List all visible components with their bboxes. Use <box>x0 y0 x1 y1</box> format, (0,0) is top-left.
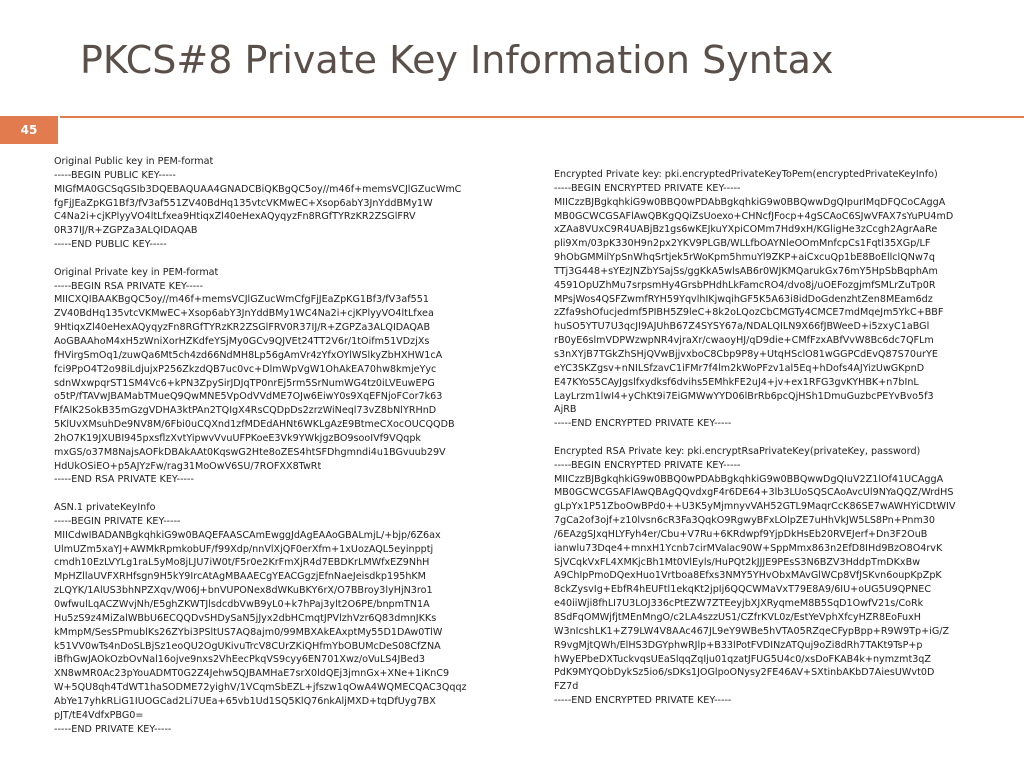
key-text-line: XN8wMR0Ac23pYouADMT0G2Z4Jehw5QJBAMHaE7srX0ldQEj3jmnGx+XNe+1iKnC9 <box>54 668 450 680</box>
key-text-line: 7gCa2of3ojf+z10lvsn6cR3Fa3QqkO9RgwyBFxLOlpZE7uHhVkJW5LS8Pn+Pnm30 <box>554 515 936 527</box>
key-text-line: -----END ENCRYPTED PRIVATE KEY----- <box>554 418 732 430</box>
key-text-line: MpHZllaUVFXRHfsgn9H5kY9IrcAtAgMBAAECgYEACGgzjEfnNaeJeisdkp195hKM <box>54 571 426 583</box>
block-heading: Encrypted RSA Private key: pki.encryptRsaPrivateKey(privateKey, password) <box>554 445 921 457</box>
key-text-line: 4591OpUZhMu7srpsmHy4GrsbPHdhLkFamcRO4/dvo8j/uOEFozgjmfSMLrZuTp0R <box>554 279 936 291</box>
key-text-line: mxGS/o37M8NajsAOFkDBAkAAt0KqswG2Hte8oZES4htSFDhgmndi4u1BGvuub29V <box>54 446 446 458</box>
key-text-line: -----BEGIN ENCRYPTED PRIVATE KEY----- <box>554 182 741 194</box>
key-text-line: R9vgMjtQWh/ElHS3DGYphwRJlp+B33lPotFVDINzATQuj9oZi8dRh7TAKt9TsP+p <box>554 639 923 651</box>
block-spacer <box>554 431 1014 445</box>
key-text-line: fHVirgSmOq1/zuwQa6Mt5ch4zd66NdMH8Lp56gAmVr4zYfxOYlWSlkyZbHXHW1cA <box>54 349 443 361</box>
key-text-line: e40iiWji8fhLI7U3LOJ336cPtEZW7ZTEeyjbXJXRyqmeM8B5SqD1OwfV21s/CoRk <box>554 598 924 610</box>
key-text-line: W+5QU8qh4TdWT1haSODME72yighV/1VCqmSbEZL+jfszw1qOwA4WQMECQAC3Qqqz <box>54 682 467 694</box>
key-text-line: HdUkOSiEO+p5AJYzFw/rag31MoOwV6SU/7ROFXX8TwRt <box>54 460 322 472</box>
key-text-line: zLQYK/1AlUS3bhNPZXqv/W06J+bnVUPONex8dWKuBKY6rX/O7BBroy3lyHjN3ro1 <box>54 585 433 597</box>
key-text-line: LayLrzm1lwI4+yChKt9i7EiGMWwYYD06lBrRb6pcQjHSh1DmuGuzbcPEYvBvo5f3 <box>554 390 934 402</box>
key-text-line: 2hO7K19JXUBI945pxsflzXvtYipwvVvuUFPKoeE3Vk9YWkjgzBO9sooIVf9VQqpk <box>54 432 421 444</box>
key-text-line: MPsjWos4QSFZwmfRYH59YqvlhIKjwqihGF5K5A63i8idDoGdenzhtZen8MEam6dz <box>554 293 933 305</box>
key-text-line: TTj3G448+sYEzJNZbYSajSs/ggKkA5wlsAB6r0WJKMQarukGx76mY5HpSbBqphAm <box>554 265 938 277</box>
key-text-line: E47KYoS5CAyJgslfxydksf6dvihs5EMhkFE2uJ4+jv+ex1RFG3gvKYHBK+n7bInL <box>554 376 919 388</box>
key-text-line: zZfa9shOfucjedmf5PIBH5Z9leC+8k2oLQozCbCMGTy4CMCE7mdMqeJm5YkC+BBF <box>554 307 944 319</box>
key-text-line: eYC3SKZgsv+nNILSfzavC1iFMr7f4lm2kWoPFzv1al5Eq+hDofs4AJYizUwGKpnD <box>554 362 925 374</box>
key-text-line: 0wfwulLqACZWvjNh/E5ghZKWTJlsdcdbVwB9yL0+k7hPaj3ylt2O6PE/bnpmTN1A <box>54 599 430 610</box>
key-text-line: FfAlK2SokB35mGzgVDHA3ktPAn2TQIgX4RsCQDpDs2zrzWiNeql73vZ8bNlYRHnD <box>54 405 437 417</box>
key-text-line: /6EAzgSJxqHLYFyh4er/Cbu+V7Ru+6KRdwpf9YjpDkHsEb20RVEJerf+Dn3F2OuB <box>554 528 928 540</box>
key-text-line: ianwlu73Dqe4+mnxH1Ycnb7cirMValac90W+SppMmx863n2EfD8IHd9BzO8O4rvK <box>554 542 943 554</box>
key-text-line: AoGBAAhoM4xH5zWniXorHZKdfeYSjMy0GCv9QJVEt24TT2V6r/1tOifm51VDzjXs <box>54 335 430 347</box>
key-text-line: fci9PpO4T2o98iLdjujxP256ZkzdQB7uc0vc+DlmWpVgW1OhAkEA70hw8kmjeYyc <box>54 363 437 375</box>
key-text-line: pJT/tE4VdfxPBG0= <box>54 709 144 721</box>
key-text-line: W3nIcshLK1+Z79LW4V8AAc467JL9eY9WBe5hVTA05RZqeCFypBpp+R9W9Tp+iG/Z <box>554 625 950 637</box>
key-text-line: k51VV0wTs4nDoSLBjSz1eoQU2OgUKivuTrcV8CUrZKiQHfmYbOBUMcDeS08CfZNA <box>54 640 441 652</box>
key-text-line: MIICzzBJBgkqhkiG9w0BBQ0wPDAbBgkqhkiG9w0BBQwwDgQIuV2Z1lOf41UCAggA <box>554 473 944 485</box>
key-text-line: gLpYx1P51ZboOwBPd0++U3K5yMjmnyvVAH52GTL9MaqrCcK86SE7wAWHYiCDtWIV <box>554 501 956 513</box>
key-text-line: 0R37IJ/R+ZGPZa3ALQIDAQAB <box>54 225 198 237</box>
key-text-line: PdK9MYQObDykSz5io6/sDKs1JOGlpoONysy2FE46AV+SXtinbAKbD7AiesUWvt0D <box>554 667 935 679</box>
key-text-line: MIICzzBJBgkqhkiG9w0BBQ0wPDAbBgkqhkiG9w0BBQwwDgQIpurIMqDFQCoCAggA <box>554 196 946 208</box>
key-text-line: o5tP/fTAVwJBAMabTMueQ9QwMNE5VpOdVVdME7OJw6EiwY0s9XqEFNjoFCor7k63 <box>54 391 443 403</box>
key-text-line: -----END RSA PRIVATE KEY----- <box>54 474 194 486</box>
right-text-column <box>554 168 1014 708</box>
key-text-line: UlmUZm5xaYJ+AWMkRpmkobUF/f99Xdp/nnVlXjQF0erXfm+1xUozAQL5eyinpptj <box>54 543 434 555</box>
key-text-line: SjVCqkVxFL4XMKjcBh1Mt0VlEyls/HuPQt2kJJJE9PEsS3N6BZV3HddpTmDKxBw <box>554 556 921 568</box>
key-text-line: -----BEGIN ENCRYPTED PRIVATE KEY----- <box>554 459 741 471</box>
block-heading: ASN.1 privateKeyInfo <box>54 502 156 514</box>
key-text-line: MIGfMA0GCSqGSIb3DQEBAQUAA4GNADCBiQKBgQC5oy//m46f+memsVCJlGZucWmC <box>54 183 462 195</box>
key-text-line: pli9Xm/03pK330H9n2px2YKV9PLGB/WLLfbOAYNleOOmMnfcpCs1Fqtl35XGp/LF <box>554 238 931 250</box>
key-text-line: s3nXYjB7TGkZhSHjQVwBjjvxboC8Cbp9P8y+UtqHSclO81wGGPCdEvQ87S70urYE <box>554 348 938 360</box>
slide-title: PKCS#8 Private Key Information Syntax <box>80 38 834 82</box>
key-text-line: -----BEGIN PRIVATE KEY----- <box>54 515 181 527</box>
key-text-line: 9HtiqxZl40eHexAQyqyzFn8RGfTYRzKR2ZSGlFRV0R37IJ/R+ZGPZa3ALQIDAQAB <box>54 322 431 334</box>
key-text-line: cmdh10EzLVYLg1raL5yMo8jLJU7iW0t/F5r0e2KrFmXjR4d7EBDKrLMWfxEZ9NhH <box>54 557 430 569</box>
key-text-line: 8ckZysvIg+EbfR4hEUFtl1ekqKt2jpIj6QQCWMaVxT79E8A9/6IU+oUG5U9QPNEC <box>554 584 932 596</box>
title-divider <box>60 116 1024 146</box>
key-text-line: -----BEGIN RSA PRIVATE KEY----- <box>54 280 204 292</box>
key-text-line: -----END ENCRYPTED PRIVATE KEY----- <box>554 695 732 707</box>
slide-number-badge: 45 <box>0 116 58 144</box>
key-text-line: A9ChIpPmoDQexHuo1Vrtboa8Efxs3NMY5YHvObxMAvGlWCp8VfJSKvn6oupKpZpK <box>554 570 942 582</box>
block-spacer <box>54 252 534 266</box>
key-text-line: MIICXQIBAAKBgQC5oy//m46f+memsVCJlGZucWmCfgFjJEaZpKG1Bf3/fV3af551 <box>54 294 429 306</box>
block-heading: Original Public key in PEM-format <box>54 156 214 167</box>
key-text-line: rB0yE6slmVDPWzwpNR4vjraXr/cwaoyHJ/qD9die+CMfFzxABfVvW8Bc6dc7QFLm <box>554 335 934 347</box>
key-text-line: FZ7d <box>554 681 579 693</box>
key-text-line: fgFjJEaZpKG1Bf3/fV3af551ZV40BdHq135vtcVKMwEC+Xsop6abY3JnYddBMy1W <box>54 197 433 209</box>
key-text-line: sdnWxwpqrST1SM4Vc6+kPN3ZpySirJDJqTP0nrEj5rm5SrNumWG4tz0iLVEuwEPG <box>54 377 435 389</box>
key-text-line: 5KlUvXMsuhDe9NV8M/6Fbi0uCQXnd1zfMDEdAHNt6WKLgAzE9BtmeCXocOUCQQDB <box>54 419 455 431</box>
block-heading: Encrypted Private key: pki.encryptedPrivateKeyToPem(encryptedPrivateKeyInfo) <box>554 169 938 180</box>
key-text-line: iBfhGwJAOkOzbOvNal16ojve9nxs2VhEecPkqVS9cyy6EN701Xwz/oVuLS4JBed3 <box>54 654 426 666</box>
key-text-line: hWyEPbeDXTuckvqsUEaSlqqZqIju01qzatJFUG5U4c0/xsDoFKAB4k+nymzmt3qZ <box>554 653 931 665</box>
key-text-line: -----BEGIN PUBLIC KEY----- <box>54 169 176 181</box>
key-text-line: xZAa8VUxC9R4UABjBz1gs6wKEJkuYXpiCOMm7Hd9xH/KGligHe3zCcgh2AgrAaRe <box>554 224 938 236</box>
block-heading: Original Private key in PEM-format <box>54 266 219 278</box>
key-text-line: Hu5zS9z4MiZalWBbU6ECQQDvSHDySaN5jJyx2dbHCmqtJPVlzhVzr6Q83dmnJKKs <box>54 612 437 624</box>
key-text-line: ZV40BdHq135vtcVKMwEC+Xsop6abY3JnYddBMy1WC4Na2i+cjKPlyyVO4ltLfxea <box>54 308 434 320</box>
block-spacer <box>54 487 534 501</box>
key-text-line: C4Na2i+cjKPlyyVO4ltLfxea9HtiqxZl40eHexAQyqyzFn8RGfTYRzKR2ZSGlFRV <box>54 211 416 223</box>
key-text-line: 9hObGMMilYpSnWhqSrtjek5rWoKpm5hmuYl9ZKP+aiCxcuQp1bE8BoEllclQNw7q <box>554 252 935 264</box>
left-text-column <box>54 155 534 736</box>
key-text-line: 8SdFqOMWjfjtMEnMngO/c2LA4szzUS1/CZfrKVL0z/EstYeVphXfcyHZR8EoFuxH <box>554 612 922 623</box>
key-text-line: MB0GCWCGSAFlAwQBKgQQiZsUoexo+CHNcfJFocp+4gSCAoC6SJwVFAX7sYuPU4mD <box>554 210 954 222</box>
key-text-line: -----END PUBLIC KEY----- <box>54 239 167 251</box>
key-text-line: kMmpM/SesSPmublKs26ZYbi3PSltUS7AQ8ajm0/99MBXAkEAxptMy55D1DAw0TlW <box>54 626 443 638</box>
key-text-line: MIICdwIBADANBgkqhkiG9w0BAQEFAASCAmEwggJdAgEAAoGBALmjL/+bjp/6Z6ax <box>54 529 441 541</box>
key-text-line: AjRB <box>554 404 577 416</box>
key-text-line: AbYe17yhkRLiG1IUOGCad2Li7UEa+65vb1Ud1SQ5KlQ76nkAljMXD+tqDfUyg7BX <box>54 695 436 707</box>
key-text-line: -----END PRIVATE KEY----- <box>54 723 172 735</box>
key-text-line: huSO5YTU7U3qcJI9AJUhB67Z4SYSY67a/NDALQILN9X66fJBWeeD+i5zxyC1aBGl <box>554 321 930 333</box>
key-text-line: MB0GCWCGSAFlAwQBAgQQvdxgF4r6DE64+3lb3LUoSQSCAoAvcUl9NYaQQZ/WrdHS <box>554 487 954 499</box>
